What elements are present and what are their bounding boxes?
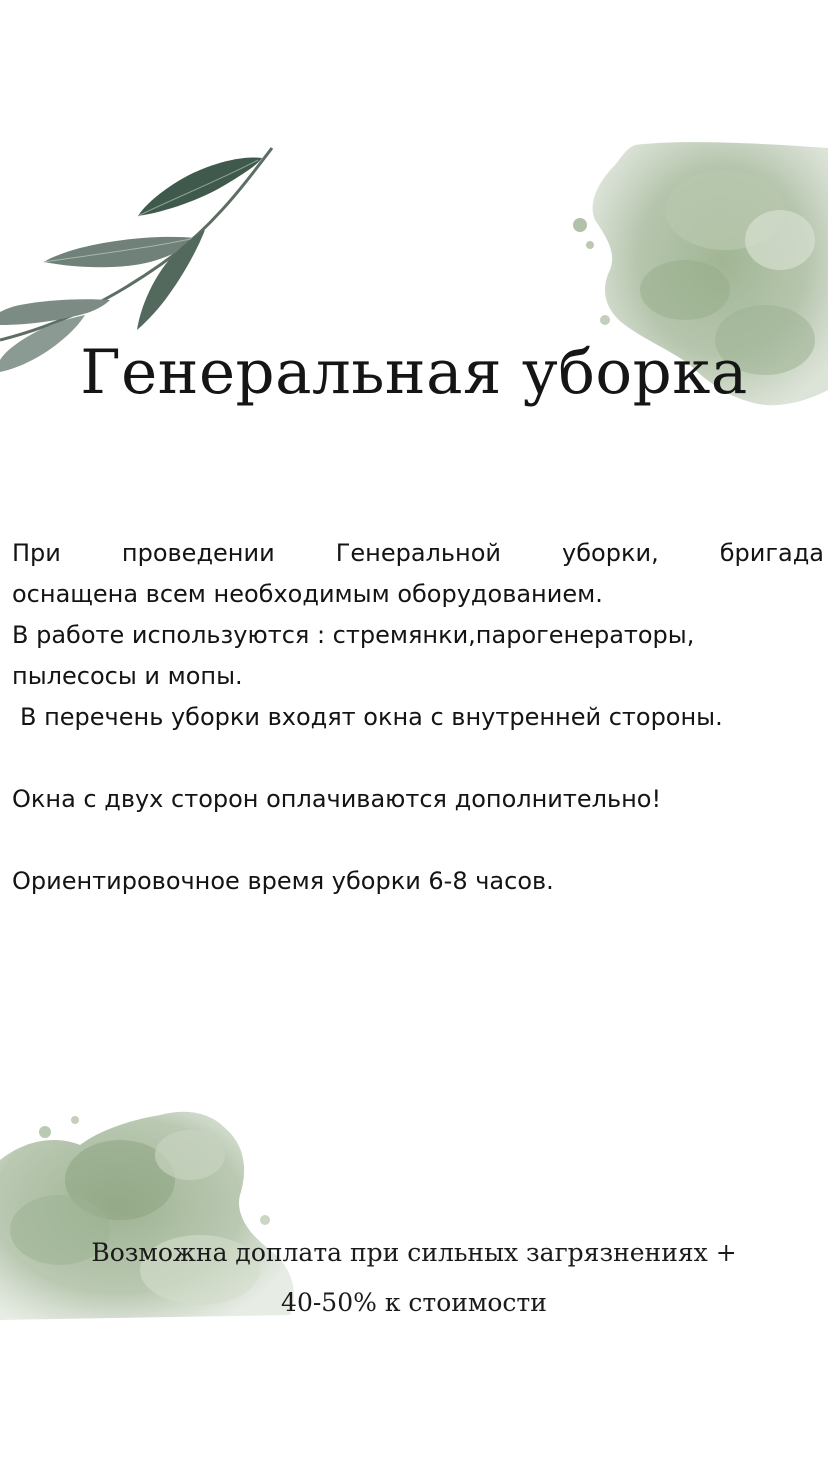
description-line: В перечень уборки входят окна с внутренней стороны. [20,703,723,731]
description [12,533,824,902]
description-line: В работе используются : стремянки,парогенераторы, [12,621,695,649]
page-title: Генеральная уборка [80,337,748,408]
surcharge-note-line: 40-50% к стоимости [281,1288,547,1317]
surcharge-note [0,1228,828,1328]
description-line: При проведении Генеральной уборки, бригада [12,539,824,567]
description-line: пылесосы и мопы. [12,662,243,690]
description-line: Окна с двух сторон оплачиваются дополнительно! [12,785,662,813]
description-line: оснащена всем необходимым оборудованием. [12,580,603,608]
surcharge-note-line: Возможна доплата при сильных загрязнениях + [91,1238,737,1267]
description-line: Ориентировочное время уборки 6-8 часов. [12,867,554,895]
